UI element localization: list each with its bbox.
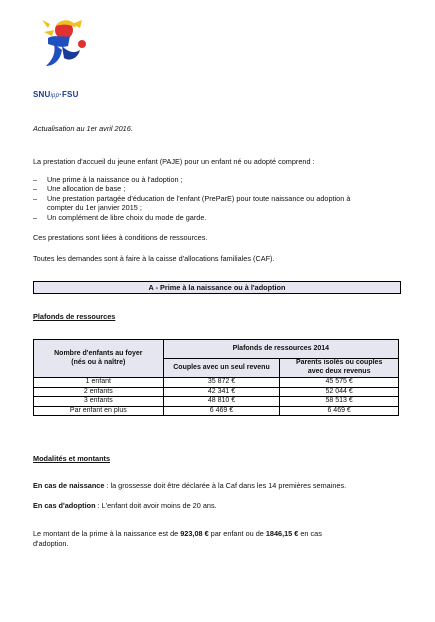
adoption-amount: 1846,15 € [265,529,299,538]
naissance-label: En cas de naissance [33,481,105,490]
benefit-list [33,175,350,222]
montant-continuation: d'adoption. [33,539,69,548]
update-line: Actualisation au 1er avril 2016. [33,124,133,133]
adoption-text: : L'enfant doit avoir moins de 20 ans. [95,501,217,510]
table-row: Par enfant en plus 6 469 € 6 469 € [34,406,399,416]
column-header-double-income: Parents isolés ou couples avec deux revenus [280,359,399,378]
plafonds-heading: Plafonds de ressources [33,312,116,321]
modalites-heading: Modalités et montants [33,454,111,463]
list-item: – Un complément de libre choix du mode de garde. [33,212,207,222]
montant-paragraph: Le montant de la prime à la naissance est de 923,08 € par enfant ou de 1846,15 € en cas [33,529,322,538]
list-item: – Une allocation de base ; [33,184,126,194]
snuipp-logo [34,14,94,74]
list-item: – Une prime à la naissance ou à l'adoption ; [33,175,183,184]
list-item-continuation: compter du 1er janvier 2015 ; [47,203,142,213]
adoption-paragraph [33,501,217,510]
caf-paragraph: Toutes les demandes sont à faire à la caisse d'allocations familiales (CAF). [33,254,275,263]
naissance-paragraph [33,481,346,490]
table-row: 1 enfant 35 872 € 45 575 € [34,378,399,388]
birth-amount: 923,08 € [180,529,209,538]
logo-brand: SNU [33,90,51,99]
child-figure-icon [34,14,90,72]
intro-paragraph: La prestation d'accueil du jeune enfant (PAJE) pour un enfant né ou adopté comprend : [33,157,315,166]
table-row: 3 enfants 48 810 € 58 513 € [34,397,399,407]
naissance-text: : la grossesse doit être déclarée à la Caf dans les 14 premières semaines. [104,481,347,490]
column-header-single-income: Couples avec un seul revenu [163,359,280,378]
logo-brand-suffix: ·FSU [59,90,79,99]
list-item: – Une prestation partagée d'éducation de l'enfant (PreParE) pour toute naissance ou adoption à [33,193,351,203]
column-header-children: Nombre d'enfants au foyer (nés ou à naître) [34,340,164,378]
logo-wordmark [33,90,79,99]
group-header: Plafonds de ressources 2014 [163,340,398,359]
adoption-label: En cas d'adoption [33,501,96,510]
table-row: 2 enfants 42 341 € 52 044 € [34,387,399,397]
conditions-paragraph: Ces prestations sont liées à conditions de ressources. [33,233,208,242]
logo-brand-sub: ipp [50,93,60,99]
ceilings-table [33,339,399,416]
section-title: A - Prime à la naissance ou à l'adoption [33,281,401,294]
